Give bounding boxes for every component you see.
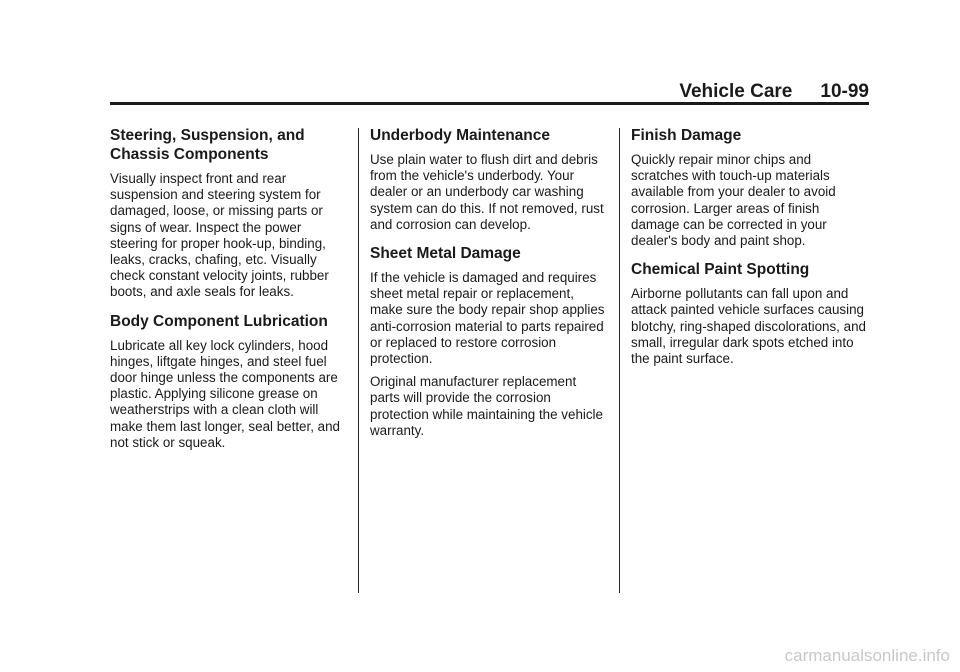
section-paragraph: Visually inspect front and rear suspension and steering system for damaged, loose, or missing parts or signs of wear. Inspect the power steering for proper hook-up, binding, leaks, cracks, chafing, etc. Visually check constant velocity joints, rubber boots, and axle seals for leaks. [110,171,329,300]
page-header [110,80,869,104]
section-heading: Underbody Maintenance [370,127,550,144]
column-1 [110,126,348,462]
section-underbody-maintenance [370,126,608,233]
section-paragraph: Original manufacturer replacement parts will provide the corrosion protection while maintaining the vehicle warranty. [370,374,603,438]
section-steering-suspension [110,126,348,301]
section-paragraph: Quickly repair minor chips and scratches with touch-up materials available from your dealer to avoid corrosion. Larger areas of finish damage can be corrected in your dealer's body and paint shop. [631,152,836,249]
section-heading: Steering, Suspension, and Chassis Components [110,127,305,163]
section-heading: Finish Damage [631,127,742,144]
page-number: 10-99 [820,81,869,102]
section-title: Vehicle Care [679,81,793,102]
column-divider [619,128,620,593]
section-finish-damage [631,126,869,249]
section-heading: Body Component Lubrication [110,312,328,330]
column-3 [631,126,869,378]
column-2 [370,126,608,450]
section-chemical-paint-spotting [631,260,869,367]
section-paragraph: If the vehicle is damaged and requires sheet metal repair or replacement, make sure the body repair shop applies anti-corrosion material to parts repaired or replaced to restore corrosion protection. [370,270,605,367]
section-sheet-metal-damage [370,244,608,439]
section-paragraph: Lubricate all key lock cylinders, hood hinges, liftgate hinges, and steel fuel door hinge unless the components are plastic. Applying silicone grease on weatherstrips with a clean cloth will make them last longer, seal better, and not stick or squeak. [110,337,341,450]
section-body-lubrication [110,312,348,451]
section-heading: Sheet Metal Damage [370,245,521,263]
column-divider [358,128,359,593]
section-paragraph: Airborne pollutants can fall upon and attack painted vehicle surfaces causing blotchy, ring-shaped discolorations, and small, irregular dark spots etched into the paint surface. [631,286,866,367]
header-rule [110,102,869,105]
section-heading: Chemical Paint Spotting [631,261,810,279]
section-paragraph: Use plain water to flush dirt and debris from the vehicle's underbody. Your dealer or an underbody car washing system can do this. If not removed, rust and corrosion can develop. [370,152,604,232]
watermark: carmanualsonline.info [784,646,950,665]
